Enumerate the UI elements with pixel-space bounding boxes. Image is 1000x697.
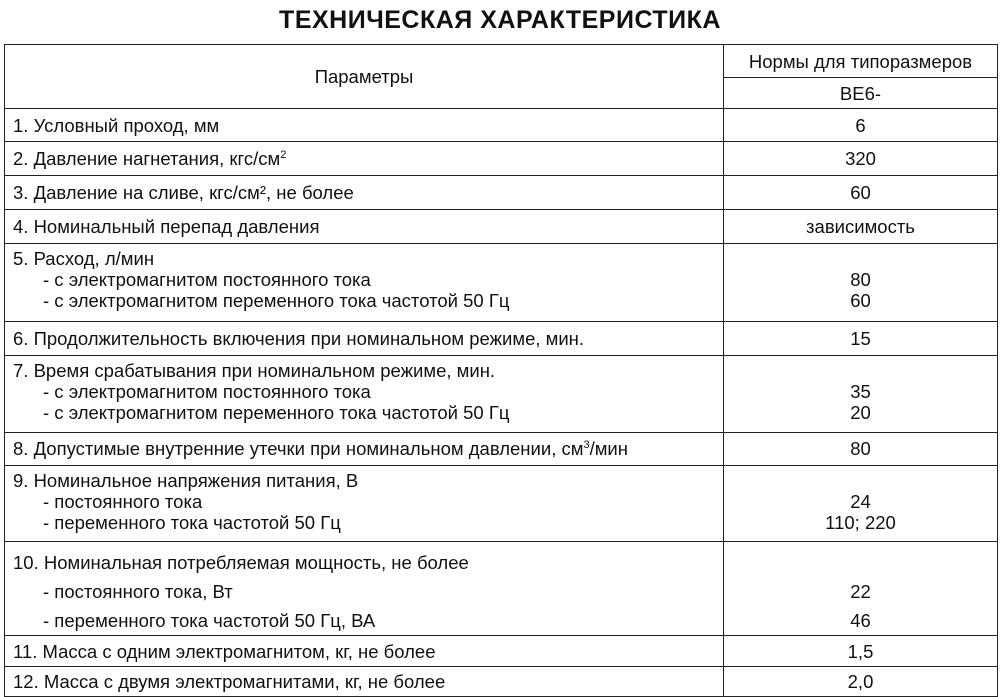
param-sublabel: - постоянного тока, Вт — [43, 581, 233, 602]
param-value: 15 — [850, 328, 871, 349]
param-value: 60 — [850, 182, 871, 203]
param-value — [732, 548, 989, 577]
param-sublabel: - переменного тока частотой 50 Гц, ВА — [43, 610, 376, 631]
table-row — [5, 244, 998, 322]
param-value: 35 — [850, 381, 871, 402]
param-label: 3. Давление на сливе, кгс/см², не более — [13, 182, 354, 203]
param-value: 46 — [850, 610, 871, 631]
param-value: 6 — [855, 115, 866, 136]
param-sublabel: - с электромагнитом переменного тока частотой 50 Гц — [43, 402, 510, 423]
param-label: 4. Номинальный перепад давления — [13, 216, 320, 237]
param-value — [732, 248, 989, 269]
param-value — [732, 470, 989, 491]
table-row — [5, 322, 998, 356]
table-row — [5, 142, 998, 176]
page-title: ТЕХНИЧЕСКАЯ ХАРАКТЕРИСТИКА — [279, 6, 721, 34]
param-value: 22 — [850, 581, 871, 602]
param-label: 8. Допустимые внутренние утечки при номинальном давлении, см — [13, 438, 584, 459]
param-label: 5. Расход, л/мин — [13, 248, 155, 269]
param-value: 1,5 — [847, 641, 874, 662]
header-norms: Нормы для типоразмеров — [724, 45, 998, 78]
table-row — [5, 636, 998, 667]
param-value: зависимость — [806, 216, 915, 237]
param-label: 9. Номинальное напряжения питания, В — [13, 470, 359, 491]
table-row — [5, 466, 998, 542]
param-value: 110; 220 — [825, 512, 896, 533]
param-label: 11. Масса с одним электромагнитом, кг, не более — [13, 641, 436, 662]
param-label-suffix: /мин — [589, 438, 628, 459]
table-row — [5, 667, 998, 697]
unit-superscript: 2 — [280, 149, 287, 161]
param-label: 2. Давление нагнетания, кгс/см — [13, 148, 281, 169]
param-value: 320 — [845, 148, 876, 169]
param-label: 12. Масса с двумя электромагнитами, кг, не более — [13, 671, 446, 692]
param-label: 1. Условный проход, мм — [13, 115, 220, 136]
param-value: 60 — [850, 290, 871, 311]
table-row — [5, 356, 998, 433]
param-sublabel: - с электромагнитом постоянного тока — [43, 269, 371, 290]
header-size-label: ВЕ6- — [724, 78, 998, 109]
header-parameters: Параметры — [5, 45, 724, 109]
unit-superscript: 3 — [583, 439, 590, 451]
table-row — [5, 542, 998, 636]
spec-table — [4, 44, 998, 697]
param-value: 80 — [850, 438, 871, 459]
param-value: 20 — [850, 402, 871, 423]
param-value: 24 — [850, 491, 871, 512]
param-sublabel: - с электромагнитом переменного тока частотой 50 Гц — [43, 290, 510, 311]
table-row — [5, 176, 998, 210]
param-sublabel: - переменного тока частотой 50 Гц — [43, 512, 341, 533]
table-row — [5, 433, 998, 466]
param-label: 6. Продолжительность включения при номинальном режиме, мин. — [13, 328, 585, 349]
param-label: 7. Время срабатывания при номинальном режиме, мин. — [13, 360, 496, 381]
param-value: 2,0 — [847, 671, 874, 692]
param-sublabel: - с электромагнитом постоянного тока — [43, 381, 371, 402]
param-sublabel: - постоянного тока — [43, 491, 203, 512]
param-label: 10. Номинальная потребляемая мощность, не более — [13, 552, 469, 573]
table-row — [5, 109, 998, 142]
table-row — [5, 210, 998, 244]
param-value: 80 — [850, 269, 871, 290]
param-value — [732, 360, 989, 381]
